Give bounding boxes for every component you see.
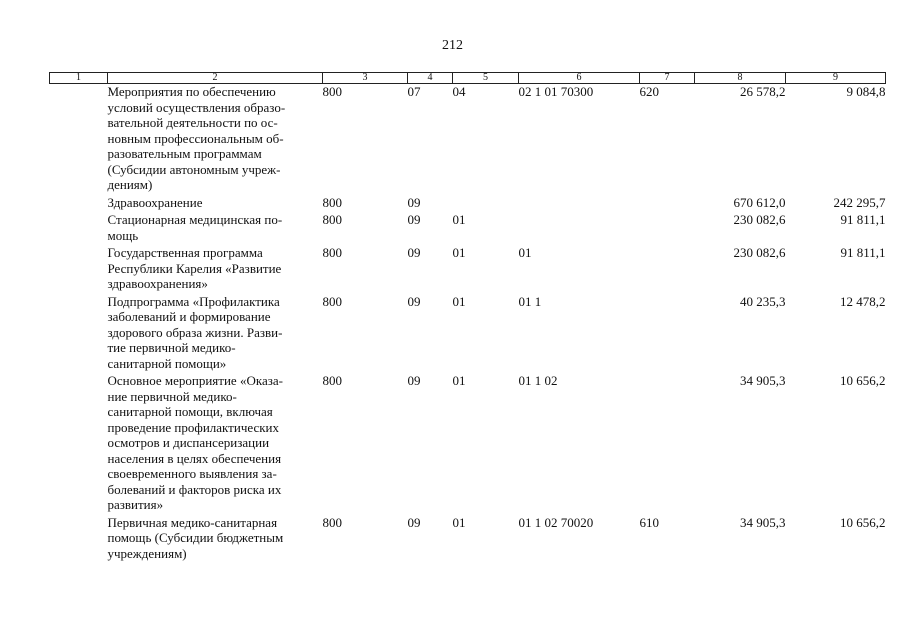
section-code: 09 xyxy=(407,293,421,309)
row-number-cell xyxy=(50,515,108,564)
subsection-code: 01 xyxy=(452,293,466,309)
item-name-line: Здравоохранение xyxy=(107,194,203,210)
amount-second: 10 656,2 xyxy=(840,373,886,388)
item-name-line: разовательным программам xyxy=(107,146,262,161)
expense-type-code xyxy=(640,245,695,294)
amount-second: 91 811,1 xyxy=(840,245,886,260)
section-code: 09 xyxy=(407,514,421,530)
column-number: 1 xyxy=(50,73,108,84)
item-name xyxy=(108,373,323,515)
column-number: 7 xyxy=(640,73,695,84)
amount-first: 40 235,3 xyxy=(740,293,786,309)
item-name-line: осмотров и диспансеризации xyxy=(107,435,270,450)
row-number-cell xyxy=(50,84,108,195)
column-number: 4 xyxy=(408,73,453,84)
column-number: 8 xyxy=(695,73,786,84)
expense-type-code xyxy=(640,195,695,213)
table-row xyxy=(50,294,886,374)
expense-type-code: 620 xyxy=(639,84,659,99)
expense-type-code: 610 xyxy=(639,514,659,530)
item-name-line: Основное мероприятие «Оказа- xyxy=(107,373,283,388)
item-name-line: здорового образа жизни. Разви- xyxy=(107,324,283,340)
admin-code: 800 xyxy=(322,194,342,210)
amount-first: 26 578,2 xyxy=(740,84,786,99)
item-name-line: учреждениям) xyxy=(107,545,187,561)
table-row xyxy=(50,212,886,245)
item-name xyxy=(108,245,323,294)
target-article-code: 02 1 01 70300 xyxy=(518,84,594,99)
row-number-cell xyxy=(50,195,108,213)
table-row xyxy=(50,373,886,515)
admin-code: 800 xyxy=(322,84,342,99)
item-name-line: тие первичной медико- xyxy=(107,340,236,355)
item-name-line: своевременного выявления за- xyxy=(107,466,277,481)
item-name-line: вательной деятельности по ос- xyxy=(107,115,278,130)
item-name xyxy=(108,195,323,213)
item-name-line: болеваний и факторов риска их xyxy=(107,481,282,497)
item-name-line: Мероприятия по обеспечению xyxy=(107,84,276,99)
subsection-code: 01 xyxy=(452,373,466,388)
table-row xyxy=(50,195,886,213)
item-name-line: проведение профилактических xyxy=(107,419,279,435)
amount-second: 91 811,1 xyxy=(840,212,886,227)
row-number-cell xyxy=(50,294,108,374)
row-number-cell xyxy=(50,245,108,294)
item-name-line: Республики Карелия «Развитие xyxy=(107,260,282,276)
amount-first: 670 612,0 xyxy=(733,194,786,210)
column-number: 5 xyxy=(453,73,519,84)
table-header xyxy=(50,73,886,84)
amount-first: 230 082,6 xyxy=(733,245,786,260)
item-name-line: мощь xyxy=(107,227,139,243)
item-name-line: развития» xyxy=(107,497,164,512)
amount-second: 9 084,8 xyxy=(846,84,886,99)
section-code: 09 xyxy=(407,194,421,210)
item-name xyxy=(108,84,323,195)
item-name-line: Стационарная медицинская по- xyxy=(107,212,283,227)
item-name-line: условий осуществления образо- xyxy=(107,99,286,115)
item-name-line: Подпрограмма «Профилактика xyxy=(107,293,280,309)
target-article-code: 01 1 02 xyxy=(518,373,558,388)
column-number: 9 xyxy=(786,73,886,84)
column-number-row xyxy=(50,73,886,84)
subsection-code xyxy=(453,195,519,213)
item-name-line: Государственная программа xyxy=(107,245,263,260)
budget-table xyxy=(49,72,886,563)
admin-code: 800 xyxy=(322,245,342,260)
section-code: 07 xyxy=(407,84,421,99)
item-name-line: Первичная медико-санитарная xyxy=(107,514,278,530)
table-row xyxy=(50,245,886,294)
admin-code: 800 xyxy=(322,514,342,530)
column-number: 6 xyxy=(519,73,640,84)
expense-type-code xyxy=(640,294,695,374)
item-name-line: помощь (Субсидии бюджетным xyxy=(107,530,284,545)
admin-code: 800 xyxy=(322,293,342,309)
amount-first: 34 905,3 xyxy=(740,514,786,530)
admin-code: 800 xyxy=(322,212,342,227)
table-body xyxy=(50,84,886,564)
item-name xyxy=(108,515,323,564)
page-number: 212 xyxy=(442,38,463,53)
table-row xyxy=(50,84,886,195)
subsection-code: 04 xyxy=(452,84,466,99)
section-code: 09 xyxy=(407,373,421,388)
target-article-code xyxy=(519,212,640,245)
amount-second: 242 295,7 xyxy=(833,194,886,210)
section-code: 09 xyxy=(407,245,421,260)
column-number: 2 xyxy=(108,73,323,84)
item-name xyxy=(108,212,323,245)
expense-type-code xyxy=(640,373,695,515)
item-name-line: (Субсидии автономным учреж- xyxy=(107,161,281,177)
item-name-line: ние первичной медико- xyxy=(107,388,237,404)
amount-second: 12 478,2 xyxy=(840,293,886,309)
item-name xyxy=(108,294,323,374)
amount-first: 230 082,6 xyxy=(733,212,786,227)
table-row xyxy=(50,515,886,564)
target-article-code xyxy=(519,195,640,213)
section-code: 09 xyxy=(407,212,421,227)
item-name-line: новным профессиональным об- xyxy=(107,130,284,146)
subsection-code: 01 xyxy=(452,212,466,227)
expense-type-code xyxy=(640,212,695,245)
subsection-code: 01 xyxy=(452,245,466,260)
item-name-line: санитарной помощи, включая xyxy=(107,404,273,419)
amount-second: 10 656,2 xyxy=(840,514,886,530)
item-name-line: здравоохранения» xyxy=(107,276,208,291)
admin-code: 800 xyxy=(322,373,342,388)
row-number-cell xyxy=(50,212,108,245)
amount-first: 34 905,3 xyxy=(740,373,786,388)
row-number-cell xyxy=(50,373,108,515)
target-article-code: 01 1 xyxy=(518,293,542,309)
target-article-code: 01 1 02 70020 xyxy=(518,514,594,530)
item-name-line: санитарной помощи» xyxy=(107,355,227,371)
item-name-line: дениям) xyxy=(107,177,153,192)
column-number: 3 xyxy=(323,73,408,84)
target-article-code: 01 xyxy=(518,245,532,260)
item-name-line: заболеваний и формирование xyxy=(107,309,271,324)
subsection-code: 01 xyxy=(452,514,466,530)
item-name-line: населения в целях обеспечения xyxy=(107,450,282,466)
